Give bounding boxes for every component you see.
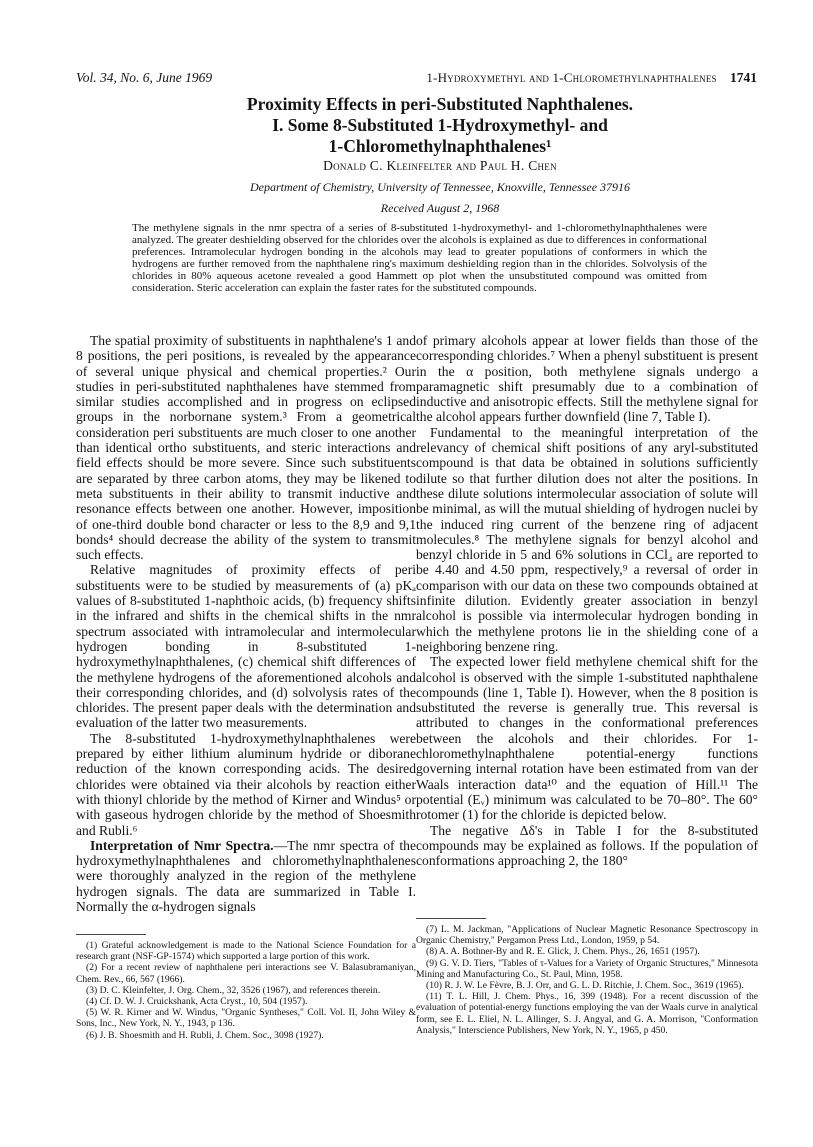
- received-date: Received August 2, 1968: [380, 201, 500, 215]
- footnotes-left: [76, 940, 416, 1041]
- paragraph: The negative Δδ's in Table I for the 8-substituted compounds may be explained as follows. If the population of conformations approaching 2, the 180°: [416, 822, 758, 869]
- footnote: (11) T. L. Hill, J. Chem. Phys., 16, 399 (1948). For a recent discussion of the evaluation of potential-energy functions employing the van der Waals curve in analytical form, see E. L. Eliel, N. L. Allinger, S. J. Angyal, and G. A. Morrison, "Conformation Analysis," Interscience Publishers, New York, N. Y., 1965, p 450.: [416, 991, 758, 1036]
- footnote: (5) W. R. Kirner and W. Windus, "Organic Syntheses," Coll. Vol. II, John Wiley & Sons, Inc., New York, N. Y., 1943, p 136.: [76, 1007, 416, 1030]
- footnote: (3) D. C. Kleinfelter, J. Org. Chem., 32, 3526 (1967), and references therein.: [86, 984, 381, 996]
- running-header-right: [426, 70, 757, 86]
- paragraph: The spatial proximity of substituents in naphthalene's 1 and 8 positions, the peri positions, is revealed by the appearance of several unique physical and chemical properties.² Our studies in peri-substituted naphthalenes have stemmed from similar studies accomplished and in progress on eclipsed groups in the norbornane system.³ From a geometrical consideration peri substituents are much closer to one another than identical ortho substituents, and steric interactions and field effects should be more severe. Since such substituents are separated by three carbon atoms, they may be likened to meta substituents in their ability to transmit inductive and resonance effects between one another. However, imposition of one-third double bond character or less to the 8,9 and 9,1 bonds⁴ should decrease the ability of the system to transmit such effects.: [76, 333, 416, 563]
- paragraph: [76, 838, 416, 914]
- footnote: (1) Grateful acknowledgement is made to the National Science Foundation for a research grant (NSF-GP-1574) which supported a large portion of this work.: [76, 940, 416, 963]
- paragraph: Fundamental to the meaningful interpretation of the relevancy of chemical shift positions of any aryl-substituted compound is that data be obtained in solutions sufficiently dilute so that further dilution does not alter the positions. In these dilute solutions intermolecular association of solute will be minimal, as will the mutual shielding of hydrogen nuclei by the induced ring current of the benzene ring of adjacent molecules.⁸ The methylene signals for benzyl alcohol and benzyl chloride in 5 and 6% solutions in CCl₄ are reported to be 4.40 and 4.50 ppm, respectively,⁹ a reversal of order in comparison with our data on these two compounds obtained at infinite dilution. Evidently greater association in benzyl alcohol is possible via intermolecular hydrogen bonding in which the methylene protons lie in the shielding cone of a neighboring benzene ring.: [416, 424, 758, 654]
- abstract: The methylene signals in the nmr spectra of a series of 8-substituted 1-hydroxymethyl- and 1-chloromethylnaphthalenes were analyzed. The greater deshielding observed for the chlorides over the alcohols is explained as due to differences in conformational preferences. Intramolecular hydrogen bonding in the alcohols may lead to greater populations of conformers in which the hydrogens are further removed from the naphthalene ring's maximum deshielding region than in the chlorides. Solvolysis of the chlorides in 80% aqueous acetone revealed a good Hammett σp plot when the unsubstituted compound was omitted from consideration. Steric acceleration can explain the faster rates for the substituted compounds.: [132, 222, 707, 295]
- section-heading: Interpretation of Nmr Spectra.: [90, 837, 274, 853]
- body-column-left: [76, 333, 416, 914]
- footnote: (10) R. J. W. Le Fèvre, B. J. Orr, and G. L. D. Ritchie, J. Chem. Soc., 3619 (1965).: [426, 980, 744, 992]
- running-header-volume: Vol. 34, No. 6, June 1969: [76, 70, 213, 85]
- article-title-line-3: 1-Chloromethylnaphthalenes¹: [328, 136, 552, 156]
- page-number: 1741: [730, 70, 757, 85]
- footnote-rule-left: [76, 934, 146, 935]
- paragraph: of primary alcohols appear at lower fields than those of the corresponding chlorides.⁷ When a phenyl substituent is present in the α position, both methylene signals undergo a paramagnetic shift presumably due to a combination of inductive and anisotropic effects. Still the methylene signal for the alcohol appears further downfield (line 7, Table I).: [416, 333, 758, 425]
- article-title-line-1: Proximity Effects in peri-Substituted Naphthalenes.: [246, 94, 634, 114]
- paragraph: Relative magnitudes of proximity effects of peri substituents were to be studied by measurements of (a) pKₐ values of 8-substituted 1-naphthoic acids, (b) frequency shifts in the infrared and shifts in the chemical shifts in the nmr spectrum associated with intramolecular and intermolecular hydrogen bonding in 8-substituted 1-hydroxymethylnaphthalenes, (c) chemical shift differences of the methylene hydrogens of the aforementioned alcohols and their corresponding chlorides, and (d) solvolysis rates of the chlorides. The present paper deals with the determination and evaluation of the latter two measurements.: [76, 562, 416, 731]
- body-column-right: [416, 333, 758, 868]
- affiliation: Department of Chemistry, University of Tennessee, Knoxville, Tennessee 37916: [249, 180, 631, 194]
- footnote: (2) For a recent review of naphthalene peri interactions see V. Balasubramaniyan, Chem. Rev., 66, 567 (1966).: [76, 962, 416, 985]
- paragraph: The expected lower field methylene chemical shift for the alcohol is observed with the simple 1-substituted naphthalene compounds (line 1, Table I). However, when the 8 position is substituted the reverse is generally true. This reversal is attributed to changes in the conformational preferences between the alcohols and their chlorides. For 1-chloromethylnaphthalene potential-energy functions governing internal rotation have been estimated from van der Waals interaction data¹⁰ and the equation of Hill.¹¹ The potential (Eᵥ) minimum was calculated to be 70–80°. The 60° rotomer (1) for the chloride is depicted below.: [416, 654, 758, 823]
- footnote: (8) A. A. Bothner-By and R. E. Glick, J. Chem. Phys., 26, 1651 (1957).: [426, 946, 700, 958]
- paragraph: The 8-substituted 1-hydroxymethylnaphthalenes were prepared by either lithium aluminum hydride or diborane reduction of the known corresponding acids. The desired chlorides were obtained via their alcohols by reaction either with thionyl chloride by the method of Kirner and Windus⁵ or with gaseous hydrogen chloride by the method of Shoesmith and Rubli.⁶: [76, 730, 416, 838]
- footnote: (6) J. B. Shoesmith and H. Rubli, J. Chem. Soc., 3098 (1927).: [86, 1029, 324, 1041]
- paragraph-text: —The nmr spectra of the hydroxymethylnaphthalenes and chloromethylnaphthalenes were thoroughly analyzed in the region of the methylene hydrogen signals. The data are summarized in Table I. Normally the α-hydrogen signals: [76, 837, 416, 914]
- footnote: (7) L. M. Jackman, "Applications of Nuclear Magnetic Resonance Spectroscopy in Organic Chemistry," Pergamon Press Ltd., London, 1959, p 54.: [416, 924, 758, 947]
- footnote: (4) Cf. D. W. J. Cruickshank, Acta Cryst., 10, 504 (1957).: [86, 996, 308, 1008]
- running-header-title: 1-Hydroxymethyl and 1-Chloromethylnaphthalenes: [426, 70, 717, 85]
- footnote-rule-right: [416, 918, 486, 919]
- article-title-line-2: I. Some 8-Substituted 1-Hydroxymethyl- and: [272, 115, 608, 135]
- footnote: (9) G. V. D. Tiers, "Tables of τ-Values for a Variety of Organic Structures," Minnesota Mining and Manufacturing Co., St. Paul, Minn, 1958.: [416, 957, 758, 980]
- footnotes-right: [416, 924, 758, 1036]
- authors: Donald C. Kleinfelter and Paul H. Chen: [323, 158, 557, 173]
